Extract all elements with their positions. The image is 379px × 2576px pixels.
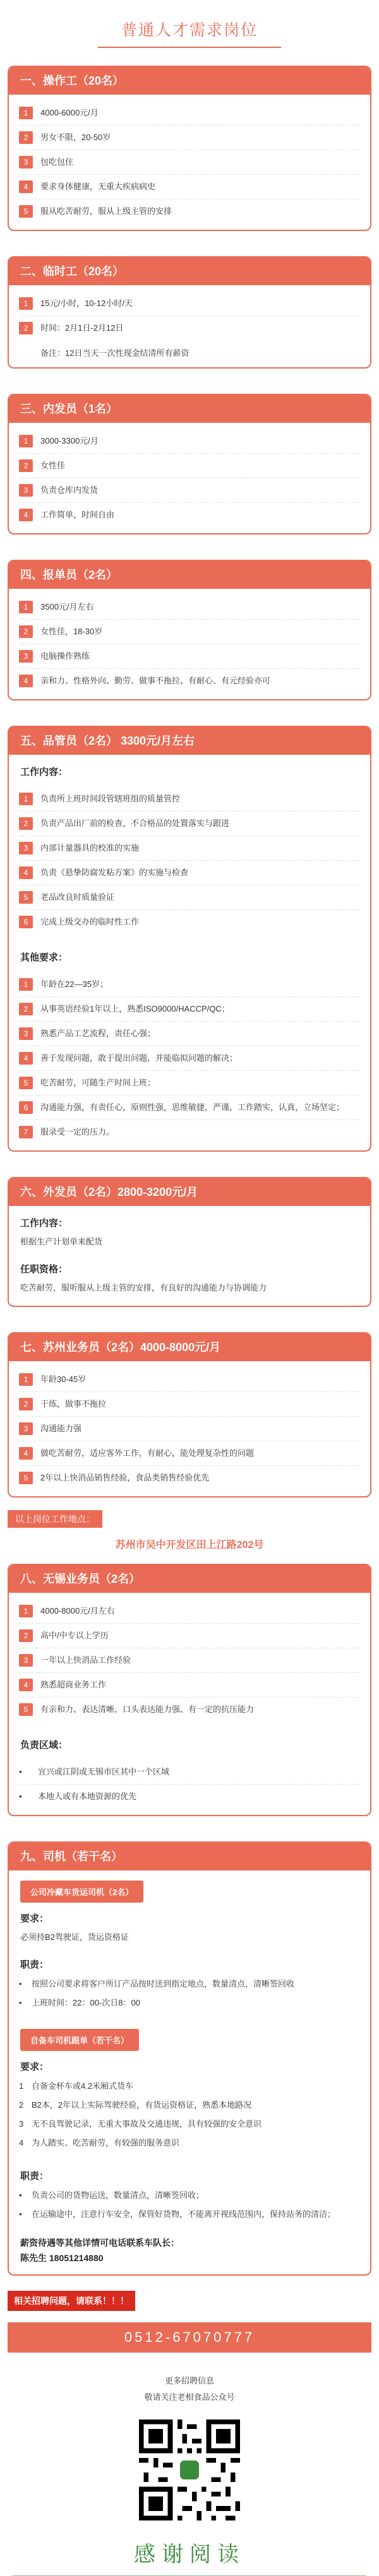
list-item [19,316,360,340]
item-number: 4 [19,1052,33,1065]
contact-person: 陈先生 18051214880 [20,2253,104,2263]
list-item [19,199,360,223]
list-item [19,429,360,454]
list-item [19,478,360,503]
contact-hint [8,2291,371,2311]
list-item [19,1071,360,1096]
section-header: 六、外发员（2名）2800-3200元/月 [9,1178,370,1206]
item-number: 2 [19,625,33,638]
requirement-list [9,95,370,230]
item-number: 1 [19,1373,33,1386]
duties-title: 职责： [20,1959,49,1970]
item-number: 3 [19,156,33,168]
item-text: 从事英语经验1年以上，熟悉ISO9000/HACCP/QC； [40,1004,230,1013]
list-item [19,503,360,527]
requirements-text: 必须持B2驾驶证，货运资格证 [20,1932,129,1942]
section-header: 九、司机（若干名） [9,1843,370,1870]
list-item [19,175,360,199]
list-item [19,997,360,1022]
item-text: 3500元/月左右 [40,602,94,612]
item-number: 1 [19,107,33,119]
section-header: 五、品管员（2名） 3300元/月左右 [9,727,370,755]
item-text: 负责《悬挚防腐发粘方案》的实施与检查 [40,868,189,877]
position-tag: 自备车司机跟单（若干名） [20,2029,139,2051]
item-number: 4 [19,675,33,687]
item-number: 1 [19,978,33,991]
item-number: 3 [19,1654,33,1667]
item-text: 工作简单，时间自由 [40,510,115,519]
list-item [19,910,360,934]
list-item [19,292,360,316]
list-item [19,620,360,644]
requirement-list [9,285,370,346]
bullet: • [19,2209,22,2219]
list-item [19,1417,360,1441]
item-number: 6 [19,916,33,928]
item-number: 4 [19,866,33,879]
list-item [19,1698,360,1722]
item-text: 亲和力、性格外向、勤劳、做事不拖拉、有耐心、有元经验亦可 [40,676,271,685]
item-text: 电脑操作熟练 [40,651,90,661]
title-divider [98,47,281,48]
list-item [19,1368,360,1392]
item-number: 5 [19,1077,33,1089]
item-number: 1 [19,793,33,805]
section-quality-inspector [8,726,371,1152]
section-order-clerk [8,560,371,700]
list-item [19,1046,360,1071]
item-text: 负责产品出厂前的检查，不合格品的处置落实与跟进 [40,818,230,828]
list-item [19,1624,360,1648]
item-text: 服录受一定的压力。 [40,1127,115,1137]
qualification-text: 吃苦耐劳，服听服从上级主管的安排，有良好的沟通能力与协调能力 [20,1283,267,1292]
area-title: 负责区域： [20,1740,68,1751]
item-number: 2 [19,817,33,830]
item-number: 2 [19,459,33,472]
bullet: • [19,1767,22,1776]
list-item [19,1441,360,1466]
item-text: 负责公司的货物运送，数量清点，清晰签回收； [32,2190,205,2200]
list-item [19,1120,360,1144]
requirement-list [9,1593,370,1728]
list-item [19,644,360,669]
section-suzhou-sales [8,1332,371,1498]
item-number: 1 [19,2081,24,2091]
item-text: 男女不限，20-50岁 [40,133,111,142]
list-item [19,812,360,836]
item-number: 3 [19,2119,24,2129]
item-number: 5 [19,891,33,904]
item-text: 高中/中专以上学历 [40,1631,109,1640]
item-text: 4000-8000元/月左右 [40,1606,115,1616]
list-item [19,1760,360,1785]
item-number: 2 [19,1398,33,1410]
item-text: 老品改良时质量验证 [40,892,115,902]
list-item [19,126,360,150]
item-text: 宜兴或江阴或无锡市区其中一个区域 [38,1767,170,1776]
list-item [19,150,360,175]
item-number: 1 [19,601,33,613]
list-item [19,101,360,126]
position-tag: 公司冷藏车货运司机（2名） [20,1881,143,1903]
item-text: 要求身体健康，无重大疾病病史 [40,182,156,191]
item-number: 7 [19,1126,33,1138]
duties-list [9,2185,370,2230]
section-header: 七、苏州业务员（2名）4000-8000元/月 [9,1333,370,1361]
item-number: 4 [19,1447,33,1460]
duties-title: 职责： [20,2171,49,2182]
item-number: 4 [19,180,33,193]
item-number: 2 [19,131,33,144]
list-item [19,454,360,478]
location-label: 以上岗位工作地点： [8,1510,102,1528]
item-text: 干练，做事不拖拉 [40,1399,107,1409]
item-text: 有亲和力、表达清晰、口头表达能力强、有一定的抗压能力 [40,1705,255,1714]
item-number: 5 [19,205,33,218]
duties-title: 工作内容： [20,767,68,777]
requirements-title: 其他要求： [20,952,68,963]
section-header: 二、临时工（20名） [9,257,370,285]
list-item [19,1975,360,1994]
item-text: 沟通能力强，有责任心，原则性强，思维敏捷，严谨，工作踏实，认真，立场坚定； [40,1102,345,1112]
item-number: 2 [19,1003,33,1015]
item-number: 2 [19,1629,33,1642]
item-text: 沟通能力强 [40,1424,82,1433]
item-text: 负责仓库内发货 [40,485,99,495]
section-header: 三、内发员（1名） [9,395,370,423]
item-number: 3 [19,484,33,497]
item-number: 1 [19,1605,33,1617]
bullet: • [19,1998,22,2007]
item-number: 3 [19,1422,33,1435]
list-item [19,1022,360,1046]
item-text: 熟悉超商业务工作 [40,1680,107,1689]
item-text: 一年以上快消品工作经验 [40,1655,131,1665]
item-number: 1 [19,435,33,447]
list-item [19,1466,360,1490]
list-item [19,861,360,885]
item-number: 4 [19,2138,24,2148]
section-header: 一、操作工（20名） [9,67,370,95]
item-number: 2 [19,322,33,334]
list-item [19,1994,360,2012]
item-text: 3000-3300元/月 [40,436,99,446]
item-text: 上班时间：22：00-次日8：00 [32,1998,140,2007]
list-item [19,836,360,861]
list-item [19,2096,360,2115]
item-text: 善于发现问题，敢于提出问题，并能临拟问题的解决； [40,1053,238,1063]
list-item [19,669,360,693]
section-note: 备注：12日当天一次性现金结清所有薪资 [40,348,190,358]
bullet: • [19,1979,22,1988]
item-text: 2年以上快消品销售经验，食品类销售经验优先 [40,1473,210,1482]
footer-line-2: 敬请关注老相食品公众号 [144,2392,235,2402]
requirement-list [9,423,370,533]
section-temp-worker [8,256,371,369]
list-item [19,2205,360,2224]
section-header: 八、无锡业务员（2名） [9,1565,370,1593]
section-driver [8,1841,371,2276]
requirement-list [9,2076,370,2159]
thanks-text: 感谢阅读 [134,2543,245,2567]
page-header [0,0,379,66]
item-text: 服从吃苦耐劳，服从上级主管的安排 [40,206,172,216]
item-number: 3 [19,650,33,663]
requirement-list [9,589,370,699]
list-item [19,2186,360,2205]
item-number: 4 [19,509,33,521]
phone-number[interactable]: 0512-67070777 [8,2322,371,2353]
hint-label: 相关招聘问题，请联系！！！ [8,2291,135,2311]
item-number: 5 [19,1472,33,1484]
duties-text: 根据生产计划单来配货 [20,1237,103,1246]
work-location [8,1510,371,1528]
item-text: 负责所上班时间段管辖班组的质量管控 [40,794,181,803]
qr-code-icon[interactable] [139,2419,240,2520]
section-wuxi-sales [8,1564,371,1816]
bullet: • [19,2190,22,2200]
list-item [19,1673,360,1698]
item-text: 按照公司要求将客户所订产品按时送到指定地点，数量清点，清晰签回收 [32,1979,295,1988]
list-item [19,787,360,812]
item-number: 5 [19,1703,33,1716]
section-header: 四、报单员（2名） [9,561,370,589]
item-text: 熟悉产品工艺流程，责任心强； [40,1029,156,1038]
item-text: 本地人或有本地资源的优先 [38,1792,137,1801]
duties-list [9,781,370,940]
location-address: 苏州市吴中开发区田上江路202号 [115,1540,264,1551]
item-text: 女性佳 [40,461,66,470]
list-item [19,1392,360,1417]
list-item [19,2134,360,2153]
footer [0,2353,379,2576]
item-text: 无不良驾驶记录，无重大事故及交通违规，具有较强的安全意识 [32,2119,262,2129]
footer-line-1: 更多招聘信息 [164,2376,214,2385]
duties-list [9,1973,370,2019]
bullet: • [19,1792,22,1801]
section-operator [8,66,371,231]
item-text: 自备金杯车或4.2米厢式货车 [32,2081,134,2091]
item-text: 女性佳，18-30岁 [40,627,103,636]
list-item [19,2115,360,2134]
salary-note: 薪资待遇等其他详情可电话联系车队长： [20,2238,179,2248]
requirements-title: 要求： [20,2062,49,2072]
duties-title: 工作内容： [20,1218,68,1229]
item-number: 2 [19,2100,24,2110]
list-item [19,1785,360,1809]
item-number: 1 [19,297,33,310]
qr-code-graphic [139,2419,240,2520]
item-text: 吃苦耐劳，可随生产时间上班； [40,1078,156,1087]
list-item [19,1648,360,1673]
item-number: 4 [19,1679,33,1691]
item-text: 完成上级交办的临时性工作 [40,917,140,926]
item-number: 3 [19,842,33,854]
page-title: 普通人才需求岗位 [121,21,258,39]
item-text: 15元/小时，10-12小时/天 [40,298,133,308]
item-number: 6 [19,1101,33,1114]
list-item [19,885,360,910]
list-item [19,1599,360,1624]
item-text: 年龄30-45岁 [40,1374,87,1384]
list-item [19,972,360,997]
item-text: 做吃苦耐劳，适应客外工作，有耐心，能处理复杂性的问题 [40,1448,255,1458]
requirement-list [9,1361,370,1496]
qualification-title: 任职资格： [20,1264,68,1275]
item-text: 年龄在22—35岁； [40,979,108,989]
requirement-list [9,966,370,1150]
list-item [19,595,360,620]
item-text: 在运输途中，注意行车安全，保管好货物，不能离开视线范围内，保持站务的清洁； [32,2209,336,2219]
item-text: 时间：2月1日-2月12日 [40,323,124,333]
item-number: 3 [19,1027,33,1040]
item-text: B2本，2年以上实际驾驶经验，有货运资格证，熟悉本地路况 [32,2100,252,2110]
section-shipping-clerk [8,394,371,535]
item-text: 包吃包住 [40,157,74,167]
requirements-title: 要求： [20,1913,49,1924]
list-item [19,2077,360,2096]
section-dispatch-clerk [8,1177,371,1307]
area-list [9,1754,370,1815]
item-text: 4000-6000元/月 [40,108,99,117]
list-item [19,1096,360,1120]
item-text: 内部计量器具的校准的实施 [40,843,140,853]
item-text: 为人踏实、吃苦耐劳，有较强的服务意识 [32,2138,180,2148]
